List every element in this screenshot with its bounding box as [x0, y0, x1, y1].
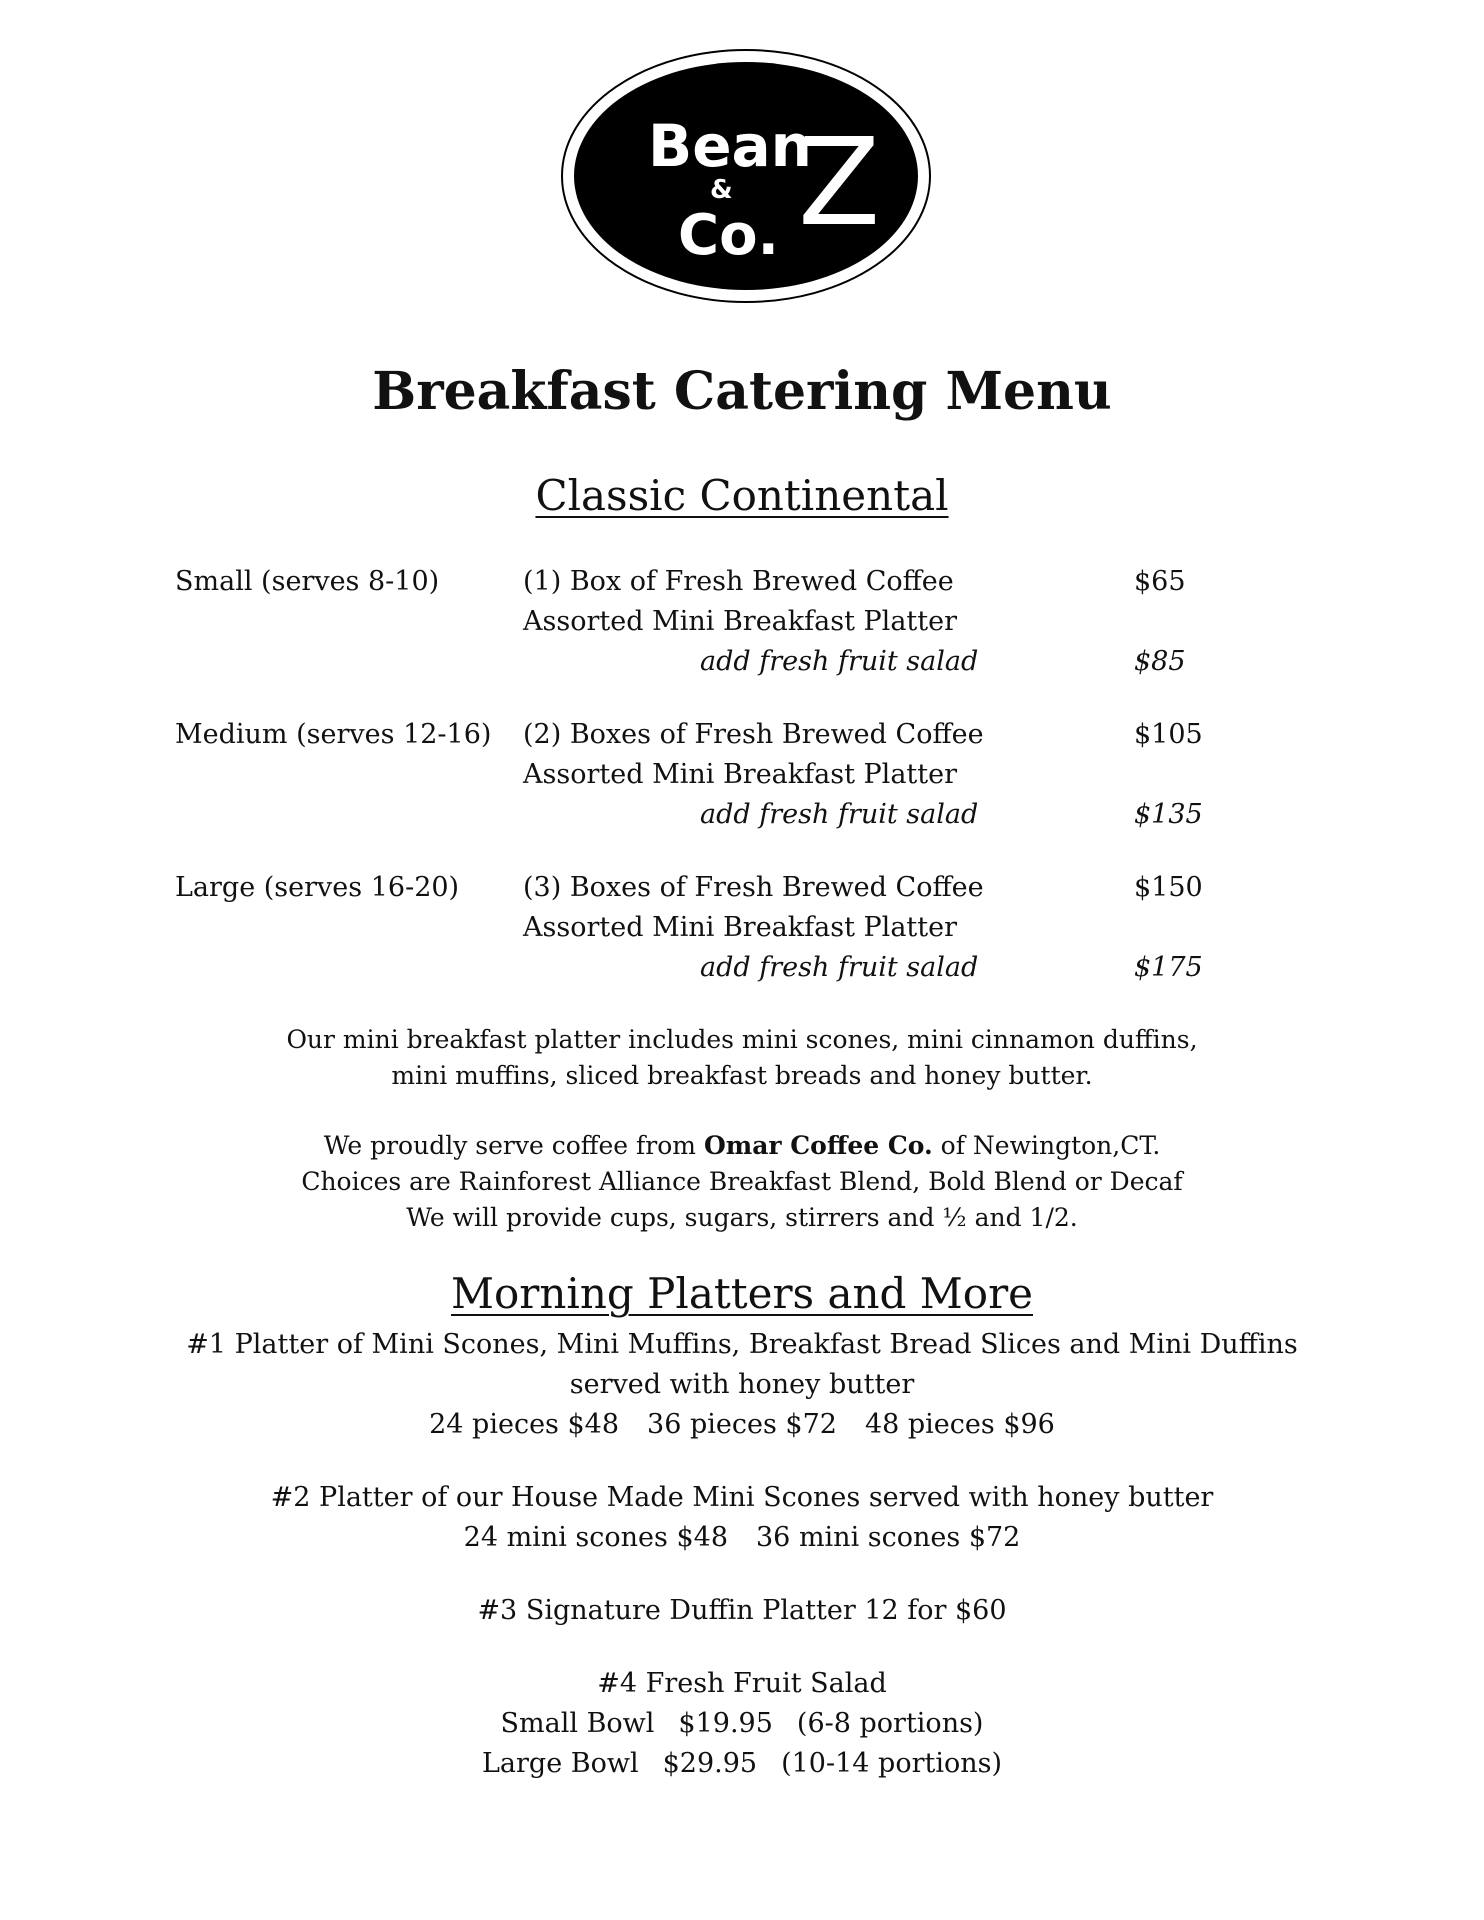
tier-size: Small (serves 8-10): [175, 566, 440, 597]
bowl-portions: (6-8 portions): [796, 1708, 984, 1739]
platter-3: [0, 1591, 1484, 1631]
tier-medium: [0, 715, 1484, 835]
platter-1: [0, 1325, 1484, 1445]
platter-4-title: #4 Fresh Fruit Salad: [597, 1668, 887, 1699]
tier-price: $105: [1134, 719, 1203, 750]
page-title: Breakfast Catering Menu: [372, 361, 1112, 422]
logo-word-co: Co.: [678, 203, 779, 268]
coffee-brand: Omar Coffee Co.: [703, 1131, 933, 1160]
coffee-note-line1: [0, 1128, 1484, 1164]
bowl-label: Large Bowl: [481, 1748, 639, 1779]
tier-coffee: (3) Boxes of Fresh Brewed Coffee: [523, 872, 984, 903]
classic-continental-heading: Classic Continental: [535, 471, 949, 520]
platter-option: 36 mini scones $72: [756, 1522, 1021, 1553]
platter-note-line: Our mini breakfast platter includes mini scones, mini cinnamon duffins,: [286, 1025, 1198, 1054]
morning-platters-heading: Morning Platters and More: [450, 1269, 1033, 1318]
platter-2: [0, 1478, 1484, 1558]
platter-2-title: #2 Platter of our House Made Mini Scones served with honey butter: [270, 1482, 1214, 1513]
beanz-and-co-logo: [560, 48, 932, 304]
logo-letter-z: Z: [798, 114, 881, 253]
platter-option: 36 pieces $72: [647, 1409, 837, 1440]
tier-addon-price: $175: [1134, 952, 1203, 983]
fruit-salad-large: [0, 1744, 1484, 1784]
platter-4: [0, 1664, 1484, 1784]
coffee-note-line3: We will provide cups, sugars, stirrers and ½ and 1/2.: [406, 1203, 1078, 1232]
tier-price: $150: [1134, 872, 1203, 903]
logo-ampersand: &: [710, 175, 733, 205]
tier-platter: Assorted Mini Breakfast Platter: [523, 912, 958, 943]
tier-addon: add fresh fruit salad: [700, 952, 979, 983]
platter-note: [0, 1022, 1484, 1094]
logo-word-bean: Bean: [648, 112, 812, 180]
platter-1-options: [0, 1405, 1484, 1445]
platter-option: 48 pieces $96: [864, 1409, 1055, 1440]
coffee-note-suffix: of Newington,CT.: [932, 1131, 1161, 1160]
tier-size: Large (serves 16-20): [175, 872, 460, 903]
platter-note-line: mini muffins, sliced breakfast breads and honey butter.: [391, 1061, 1093, 1090]
fruit-salad-small: [0, 1704, 1484, 1744]
platter-option: 24 pieces $48: [429, 1409, 620, 1440]
tier-price: $65: [1134, 566, 1186, 597]
platter-1-title: #1 Platter of Mini Scones, Mini Muffins, Breakfast Bread Slices and Mini Duffins: [186, 1329, 1298, 1360]
bowl-label: Small Bowl: [500, 1708, 655, 1739]
tier-platter: Assorted Mini Breakfast Platter: [523, 759, 958, 790]
tier-coffee: (2) Boxes of Fresh Brewed Coffee: [523, 719, 984, 750]
bowl-price: $19.95: [678, 1708, 773, 1739]
bowl-portions: (10-14 portions): [781, 1748, 1003, 1779]
tier-addon-price: $135: [1134, 799, 1203, 830]
coffee-note-line2: Choices are Rainforest Alliance Breakfast Blend, Bold Blend or Decaf: [301, 1167, 1183, 1196]
platter-option: 24 mini scones $48: [463, 1522, 728, 1553]
platter-1-subtitle: served with honey butter: [569, 1369, 915, 1400]
tier-coffee: (1) Box of Fresh Brewed Coffee: [523, 566, 954, 597]
tier-size: Medium (serves 12-16): [175, 719, 492, 750]
bowl-price: $29.95: [662, 1748, 758, 1779]
tier-addon-price: $85: [1134, 646, 1186, 677]
platter-3-title: #3 Signature Duffin Platter 12 for $60: [477, 1595, 1007, 1626]
tier-addon: add fresh fruit salad: [700, 799, 979, 830]
platter-2-options: [0, 1518, 1484, 1558]
tier-large: [0, 868, 1484, 988]
tier-small: [0, 562, 1484, 682]
tier-addon: add fresh fruit salad: [700, 646, 979, 677]
tier-platter: Assorted Mini Breakfast Platter: [523, 606, 958, 637]
coffee-note-prefix: We proudly serve coffee from: [323, 1131, 704, 1160]
coffee-note: [0, 1128, 1484, 1236]
